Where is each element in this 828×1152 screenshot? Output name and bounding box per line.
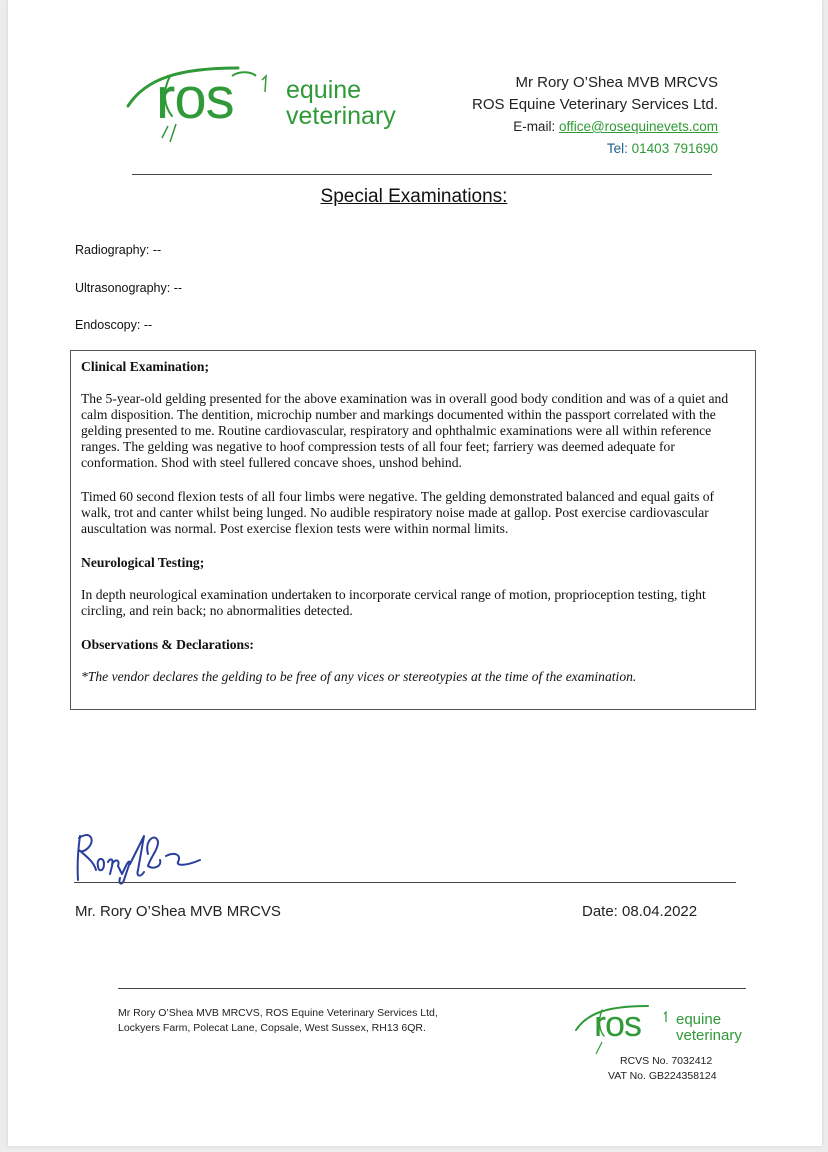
footer-registration [608, 1054, 717, 1084]
email-line [472, 116, 718, 138]
header-divider [132, 174, 712, 175]
header-logo [120, 62, 410, 152]
tel-number: 01403 791690 [631, 141, 718, 156]
neuro-paragraph: In depth neurological examination undertaken to incorporate cervical range of motion, proprioception testing, tight circling, and rein back; no abnormalities detected. [81, 587, 706, 618]
footer-logo-veterinary: veterinary [676, 1027, 742, 1044]
vat-number: VAT No. GB224358124 [608, 1070, 717, 1082]
field-radiography: Radiography: -- [75, 243, 162, 257]
rcvs-number: RCVS No. 7032412 [620, 1055, 713, 1067]
clinical-paragraph-2: Timed 60 second flexion tests of all four limbs were negative. The gelding demonstrated balanced and equal gaits of walk, trot and canter whilst being lunged. No audible respiratory noise made at gallop. Post exercise cardiovascular auscultation was normal. Post exercise flexion tests were within normal limits. [81, 489, 715, 536]
logo-equine-label: equine [286, 76, 362, 104]
signatory-name: Mr. Rory O’Shea MVB MRCVS [75, 903, 281, 920]
vet-name: Mr Rory O’Shea MVB MRCVS [515, 74, 718, 91]
observations-paragraph: *The vendor declares the gelding to be free of any vices or stereotypies at the time of the examination. [81, 669, 637, 684]
footer-logo-wordmark: ros [594, 1003, 642, 1044]
clinical-paragraph-1: The 5-year-old gelding presented for the above examination was in overall good body condition and was of a quiet and calm disposition. The dentition, microchip number and markings documented within the passport correlated with the gelding presented to me. Routine cardiovascular, respiratory and ophthalmic examinations were all within reference ranges. The gelding was negative to hoof compression tests of all four feet; farriery was deemed adequate for conformation. Shod with steel fullered concave shoes, unshod behind. [81, 391, 729, 470]
footer-logo-equine: equine [676, 1011, 722, 1028]
footer-address: Mr Rory O’Shea MVB MRCVS, ROS Equine Veterinary Services Ltd, Lockyers Farm, Polecat Lane, Copsale, West Sussex, RH13 6QR. [118, 1007, 438, 1034]
field-endoscopy: Endoscopy: -- [75, 318, 153, 332]
footer-logo [572, 1002, 752, 1060]
neuro-heading: Neurological Testing; [81, 555, 205, 570]
header-contact [472, 72, 718, 160]
logo-wordmark: ros [156, 66, 234, 131]
tel-label: Tel: [606, 141, 632, 156]
email-label: E-mail: [513, 119, 559, 134]
field-ultrasonography: Ultrasonography: -- [75, 281, 183, 295]
clinical-heading: Clinical Examination; [81, 359, 210, 374]
logo-veterinary-label: veterinary [286, 102, 396, 130]
examination-box [70, 350, 756, 710]
signature-date: Date: 08.04.2022 [582, 903, 698, 920]
company-name: ROS Equine Veterinary Services Ltd. [472, 96, 718, 113]
tel-line [472, 138, 718, 160]
signature-line [74, 882, 736, 883]
email-link[interactable]: office@rosequinevets.com [558, 119, 718, 134]
observations-heading: Observations & Declarations: [81, 637, 254, 652]
page-title: Special Examinations: [320, 186, 508, 207]
footer-divider [118, 988, 746, 989]
